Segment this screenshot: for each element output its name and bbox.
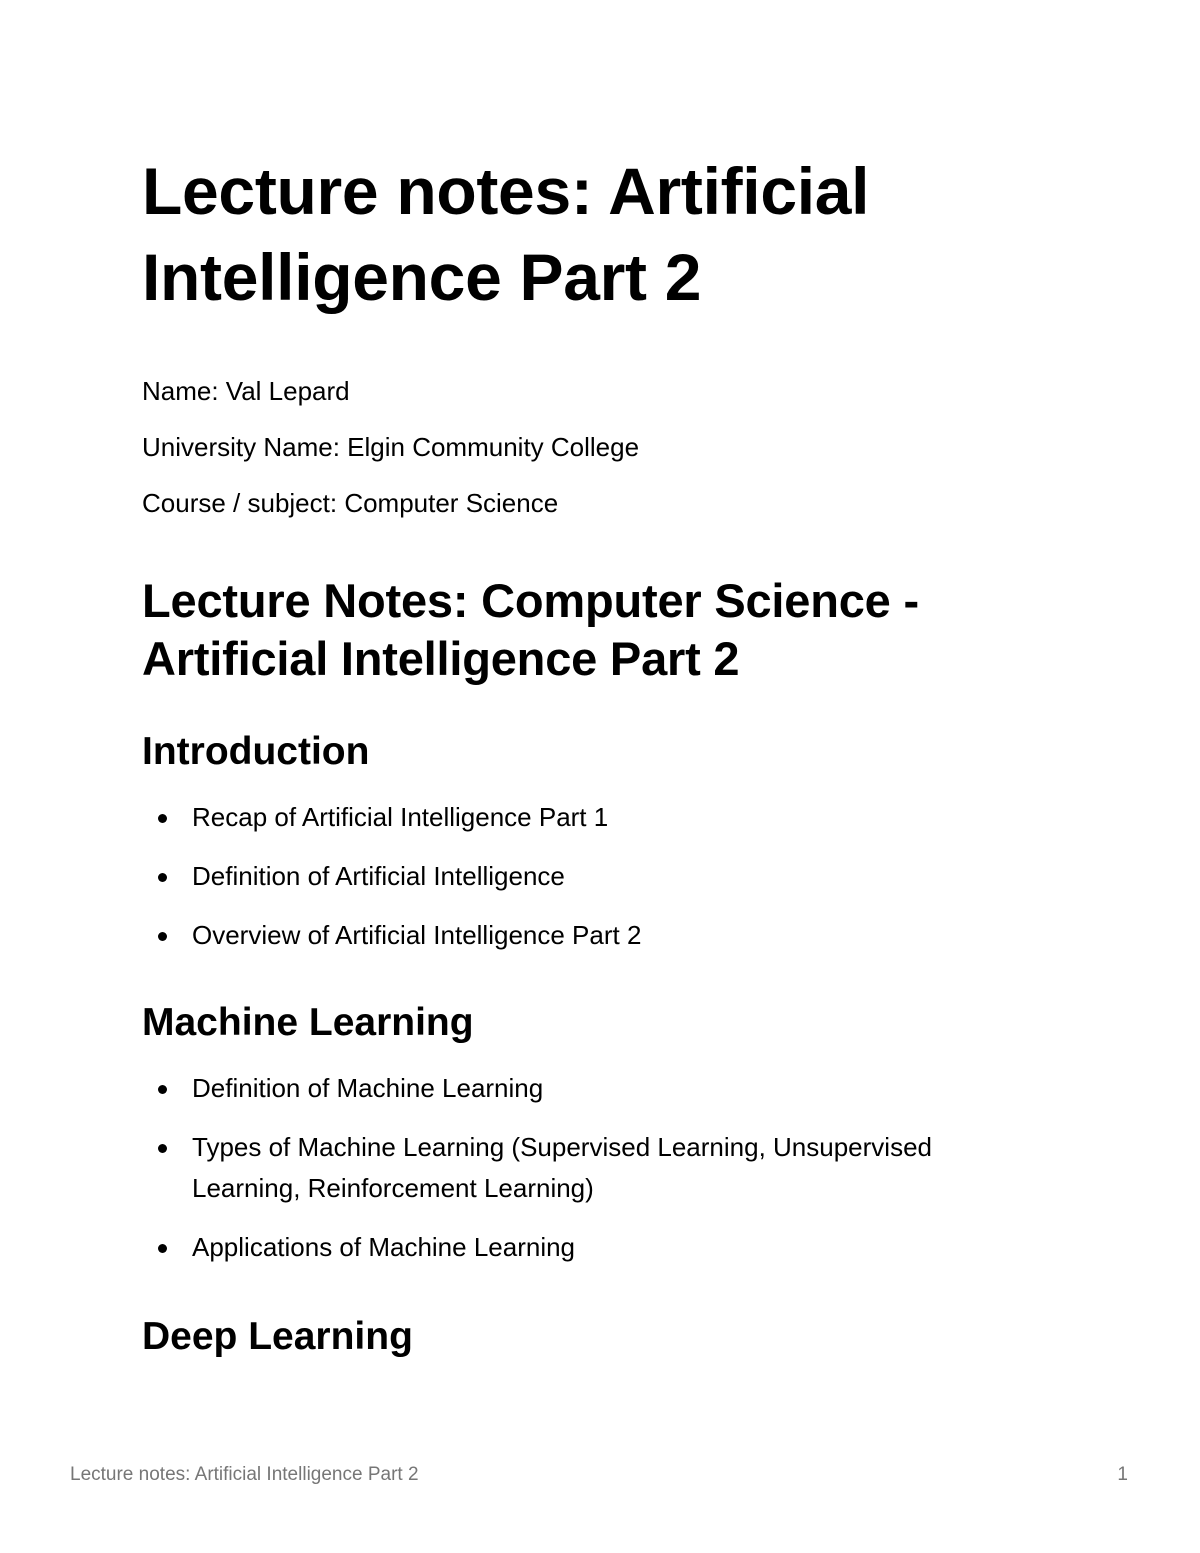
- introduction-list: [142, 797, 1042, 956]
- bullet-icon: [158, 814, 167, 823]
- bullet-icon: [158, 1244, 167, 1253]
- list-item: [142, 1227, 1042, 1268]
- heading-deep-learning: Deep Learning: [142, 1315, 413, 1358]
- list-item-text: Recap of Artificial Intelligence Part 1: [192, 802, 609, 832]
- page-number: 1: [1117, 1464, 1128, 1485]
- list-item: [142, 915, 1042, 956]
- bullet-icon: [158, 873, 167, 882]
- machine-learning-list: [142, 1068, 1042, 1268]
- bullet-icon: [158, 1144, 167, 1153]
- section-title: Lecture Notes: Computer Science - Artificial Intelligence Part 2: [142, 574, 919, 685]
- list-item-text: Types of Machine Learning (Supervised Learning, Unsupervised Learning, Reinforcement Learning): [192, 1132, 932, 1203]
- heading-introduction: Introduction: [142, 730, 370, 773]
- list-item: [142, 856, 1042, 897]
- document-content: [142, 148, 1042, 1360]
- list-item: [142, 1068, 1042, 1109]
- list-item-text: Definition of Machine Learning: [192, 1073, 544, 1103]
- list-item-text: Overview of Artificial Intelligence Part 2: [192, 920, 642, 950]
- bullet-icon: [158, 1085, 167, 1094]
- author-name: Name: Val Lepard: [142, 376, 350, 406]
- bullet-icon: [158, 932, 167, 941]
- heading-machine-learning: Machine Learning: [142, 1001, 474, 1044]
- list-item: [142, 797, 1042, 838]
- document-title: Lecture notes: Artificial Intelligence Part 2: [142, 154, 870, 314]
- list-item-text: Applications of Machine Learning: [192, 1232, 576, 1262]
- list-item: [142, 1127, 1042, 1209]
- university-name: University Name: Elgin Community College: [142, 432, 640, 462]
- list-item-text: Definition of Artificial Intelligence: [192, 861, 565, 891]
- course-subject: Course / subject: Computer Science: [142, 488, 559, 518]
- footer-title: Lecture notes: Artificial Intelligence Part 2: [70, 1464, 419, 1485]
- document-meta: [142, 376, 1042, 518]
